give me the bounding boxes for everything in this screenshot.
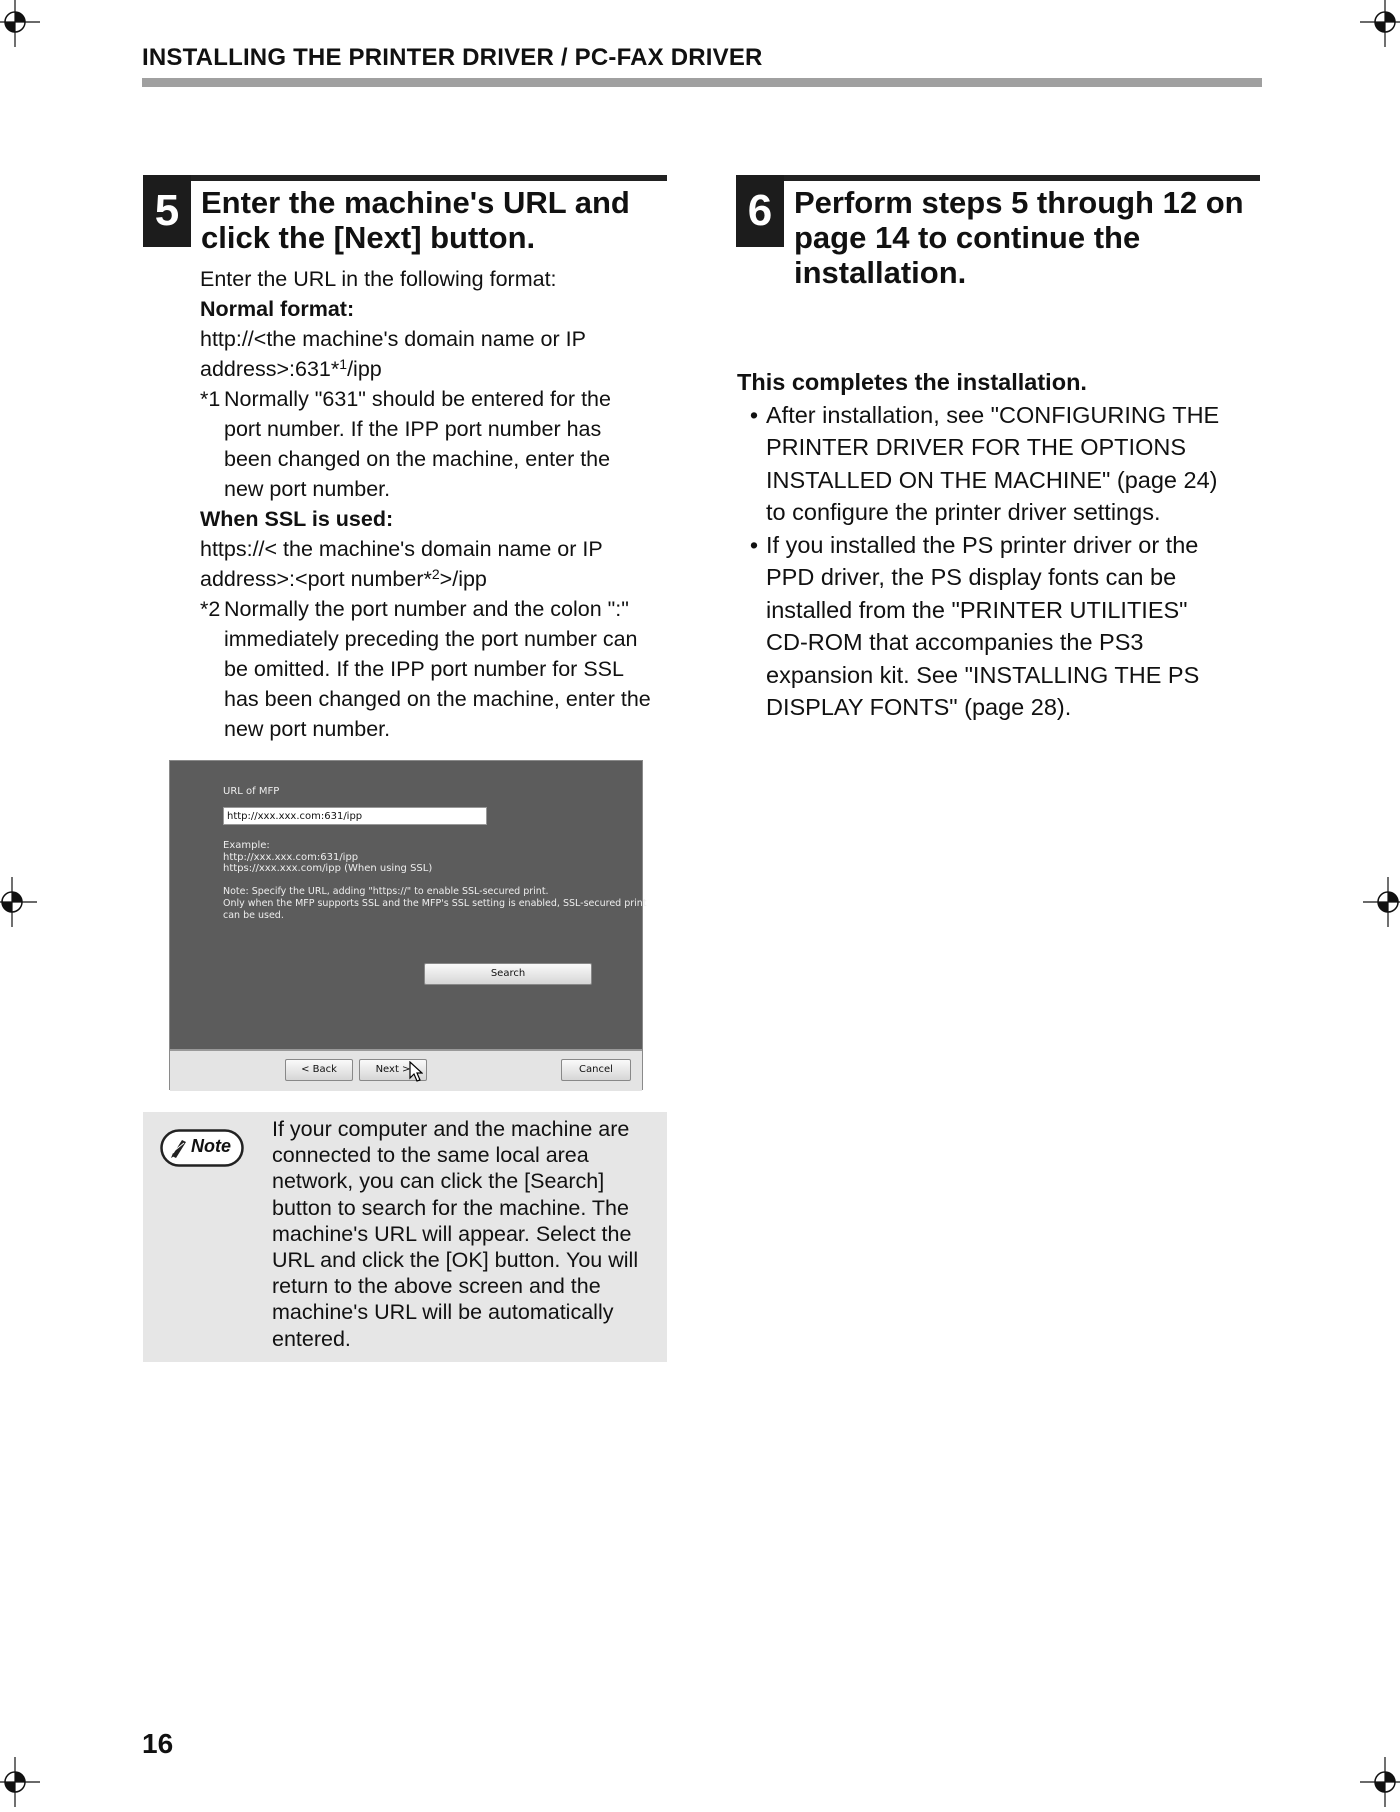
step-number: 6 bbox=[736, 175, 784, 247]
cancel-button[interactable]: Cancel bbox=[561, 1059, 631, 1081]
ssl-heading: When SSL is used: bbox=[200, 507, 394, 531]
registration-mark-icon bbox=[1363, 877, 1400, 927]
mouse-cursor-icon bbox=[409, 1061, 423, 1083]
bullet-mark: • bbox=[749, 531, 759, 558]
intro-text: Enter the URL in the following format: bbox=[200, 267, 557, 291]
step-5-body bbox=[200, 264, 670, 744]
footnote-mark: *2 bbox=[200, 597, 221, 621]
normal-format-heading: Normal format: bbox=[200, 297, 355, 321]
note-badge-label: Note bbox=[191, 1136, 231, 1156]
footnote-2: *2 Normally the port number and the colon ":" immediately preceding the port number can be omitted. If the IPP port number for SSL has been changed on the machine, enter the new port number. bbox=[200, 594, 670, 744]
url-label: URL of MFP bbox=[223, 786, 280, 797]
step-rule bbox=[736, 175, 1260, 181]
list-item: • After installation, see "CONFIGURING THE PRINTER DRIVER FOR THE OPTIONS INSTALLED ON THE MACHINE" (page 24) to configure the printer driver settings. bbox=[742, 399, 1267, 529]
example-url: http://xxx.xxx.com:631/ipp bbox=[223, 852, 359, 863]
registration-mark-icon bbox=[1360, 1757, 1400, 1807]
search-button[interactable]: Search bbox=[424, 963, 592, 985]
step-title: Enter the machine's URL and click the [Next] button. bbox=[201, 185, 630, 255]
back-button[interactable]: < Back bbox=[285, 1059, 353, 1081]
step-title: Perform steps 5 through 12 on page 14 to continue the installation. bbox=[794, 185, 1244, 290]
note-text: If your computer and the machine are connected to the same local area network, you can click the [Search] button to search for the machine. The machine's URL will appear. Select the URL and click the [OK] button. You will return to the above screen and the machine's URL will be automatically entered. bbox=[272, 1117, 639, 1351]
dialog-footer bbox=[170, 1049, 642, 1091]
step-6-body bbox=[737, 366, 1267, 724]
next-button[interactable]: Next > bbox=[359, 1059, 427, 1081]
footnote-1: *1 Normally "631" should be entered for the port number. If the IPP port number has been changed on the machine, enter the new port number. bbox=[200, 384, 670, 504]
registration-mark-icon bbox=[0, 877, 37, 927]
header-rule bbox=[142, 78, 1262, 87]
url-dialog-screenshot bbox=[169, 760, 647, 1090]
footnote-mark: *1 bbox=[200, 387, 221, 411]
page-number: 16 bbox=[142, 1728, 174, 1759]
list-item: • If you installed the PS printer driver or the PPD driver, the PS display fonts can be installed from the "PRINTER UTILITIES" CD-ROM that accompanies the PS3 expansion kit. See "INSTALLING THE PS DISPLAY FONTS" (page 28). bbox=[742, 529, 1267, 724]
step-rule bbox=[143, 175, 667, 181]
registration-mark-icon bbox=[0, 1757, 40, 1807]
completion-heading: This completes the installation. bbox=[737, 369, 1087, 395]
dialog-note: can be used. bbox=[223, 910, 284, 921]
ssl-url-line: address>:<port number*$^2$>/ipp bbox=[200, 566, 487, 591]
normal-url-line: http://<the machine's domain name or IP bbox=[200, 327, 586, 351]
normal-url-line: address>:631*$^1$/ipp bbox=[200, 356, 382, 381]
example-url-ssl: https://xxx.xxx.com/ipp (When using SSL) bbox=[223, 863, 433, 874]
step-5-header bbox=[143, 175, 667, 255]
bullet-mark: • bbox=[749, 401, 759, 428]
dialog-note: Note: Specify the URL, adding "https://" to enable SSL-secured print. bbox=[223, 886, 549, 897]
page-header-title: INSTALLING THE PRINTER DRIVER / PC-FAX DRIVER bbox=[142, 44, 763, 71]
note-box bbox=[143, 1112, 667, 1362]
dialog-note: Only when the MFP supports SSL and the MFP's SSL setting is enabled, SSL-secured print bbox=[223, 898, 647, 909]
registration-mark-icon bbox=[0, 0, 40, 47]
registration-mark-icon bbox=[1360, 0, 1400, 47]
ssl-url-line: https://< the machine's domain name or IP bbox=[200, 537, 603, 561]
step-number: 5 bbox=[143, 175, 191, 247]
example-label: Example: bbox=[223, 840, 270, 851]
step-6-header bbox=[736, 175, 1260, 290]
url-input[interactable]: http://xxx.xxx.com:631/ipp bbox=[223, 807, 487, 825]
